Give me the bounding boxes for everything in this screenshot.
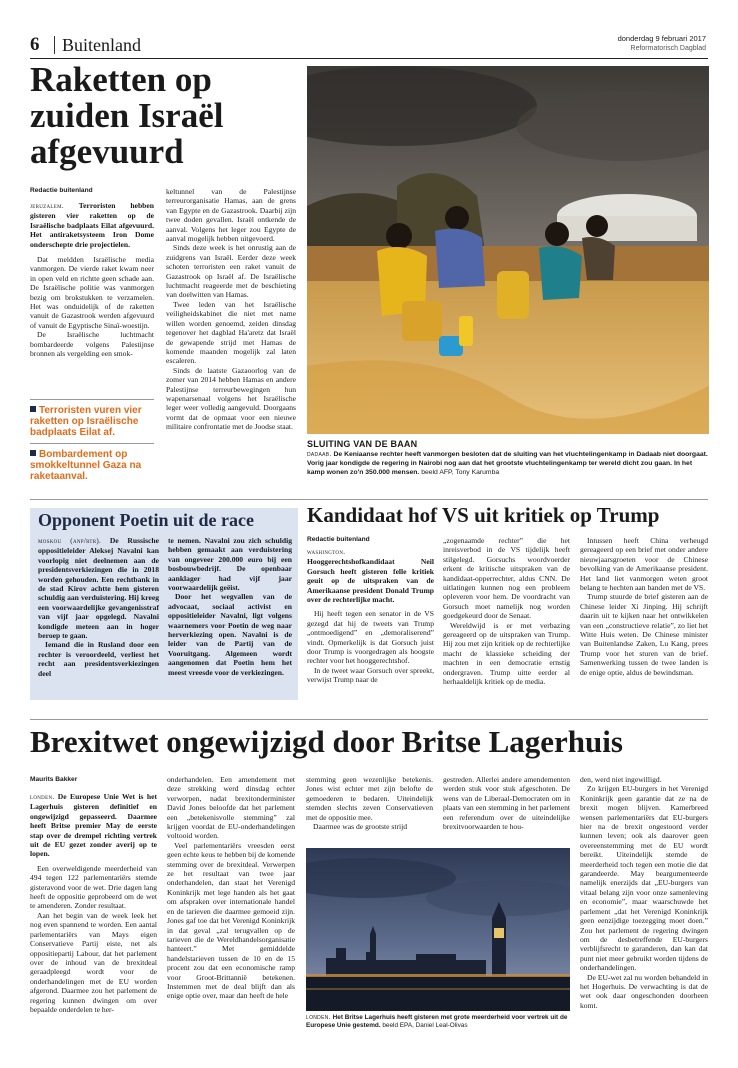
article3-col2 (443, 536, 570, 687)
paragraph: Een overweldigende meerderheid van 494 tegen 122 parlementariërs stemde gisteravond voor de wet. Drie dagen lang heeft de oppositie geprobeerd om de wet te amenderen. Zonder resultaat. (30, 863, 157, 911)
paragraph: Daarmee was de grootste strijd (313, 822, 408, 832)
square-bullet-icon (30, 450, 36, 456)
article1-col2 (166, 187, 296, 432)
london-photo (306, 848, 570, 1011)
article3-col3 (580, 536, 708, 677)
article1-headline (30, 62, 300, 170)
paragraph: Aan het begin van de week leek het nog even spannend te worden. Een aantal parlementariërs van Mays eigen Conservatieve Partij eiste, net als oppositiepartij Labour, dat het parlement over de inhoud van de brexitdeal geraadpleegd wordt voor de onderhandelingen met de EU worden afgerond. Daarmee zou het parlement de regering kunnen dwingen om over bepaalde onderdelen te her- (30, 910, 157, 1014)
photo-credit: beeld EPA, Daniel Leal-Olivas (382, 1022, 468, 1030)
pull-quote-rule (30, 443, 154, 444)
article3-byline: Redactie buitenland (307, 536, 370, 543)
header-rule (30, 58, 708, 59)
article1-lead: Terroristen hebben gisteren vier raketten op de Israëlische badplaats Eilat afgevuurd. Het antiraketsysteem Iron Dome onderschepte drie projectielen. (30, 201, 155, 249)
article4-col1 (30, 792, 157, 1014)
article2-col2 (168, 536, 292, 677)
paragraph: De Russische oppositieleider Aleksej Navalni kan voorlopig niet deelnemen aan de presidentsverkiezingen die in 2018 worden gehouden. Een rechtbank in de stad Kirov achtte hem gisteren schuldig aan verduistering. Hij kreeg een voorwaardelijke gevangenisstraf van vijf jaar opgelegd. Navalni kondigde meteen aan in hoger beroep te gaan. (38, 536, 160, 641)
paragraph: Twee leden van het Israëlische veiligheidskabinet die niet met name willen worden genoemd, zeiden dinsdag tegenover het dagblad Ha'aretz dat Israël de gewapende strijd met Hamas de komende maanden mogelijk zal laten escaleren. (166, 299, 296, 366)
dateline: washington. (307, 548, 346, 556)
headline-line: Raketten op (30, 60, 212, 99)
section-separator (30, 719, 708, 720)
paragraph: te nemen. Navalni zou zich schuldig hebben gemaakt aan verduistering van ongeveer 200.000 euro bij een bosbouwbedrijf. De openbaar aanklager had vijf jaar voorwaardelijk geëist. (168, 536, 292, 593)
article3-lead: Hooggerechtshofkandidaat Neil Gorsuch heeft gisteren felle kritiek geuit op de uitspraken van de Amerikaanse president Donald Trump over de rechterlijke macht. (307, 557, 434, 605)
dateline: londen. (30, 793, 55, 801)
paragraph: Sinds de laatste Gazaoorlog van de zomer van 2014 hebben Hamas en andere Palestijnse terreurbewegingen hun wapenarsenaal volgens het Israëlische leger weer volledig aangevuld. Doorgaans vormt dat de opmaat voor een nieuwe militaire confrontatie met de Joodse staat. (166, 365, 296, 432)
section-title: Buitenland (62, 35, 141, 55)
paragraph: De Israëlische luchtmacht bombardeerde volgens Palestijnse bronnen als vergelding een smok- (30, 330, 154, 359)
article3-col1 (307, 547, 434, 685)
paragraph: Wereldwijd is er met verbazing gereageerd op de uitspraken van Trump. Hij zou met zijn kritiek op de rechterlijke macht de klassieke scheiding der machten in een democratie ernstig ondergraven. Trump uitte eerder al herhaaldelijk kritiek op de media. (443, 620, 570, 687)
dadaab-photo (307, 66, 709, 434)
parliament-photo-illustration (306, 848, 570, 1011)
paragraph: De EU-wet zal nu worden behandeld in het Hogerhuis. De verwachting is dat de wet ook daar ongeschonden doorheen komt. (580, 972, 708, 1010)
dadaab-photo-illustration (307, 66, 709, 434)
paragraph: Zo krijgen EU-burgers in het Verenigd Koninkrijk geen garantie dat ze na de brexit mogen blijven. Kamerbreed wensen parlementariërs dat EU-burgers hier na de brexit ongestoord verder kunnen leven; ook als daarover geen overeenstemming met de EU wordt bereikt. Uiteindelijk stemde de meerderheid toch tegen een motie die dat garandeerde. May beargumenteerde namelijk enerzijds dat „EU-burgers van vitaal belang zijn voor onze samenleving en economie”, maar waarschuwde het parlement „dat het Verenigd Koninkrijk geen eenzijdige toezegging moet doen.” Zou het parlement de regering dwingen om de desbetreffende EU-burgers verblijfsrecht te garanderen, dan kan dat punt niet meer gebruikt worden tijdens de onderhandelingen. (580, 784, 708, 973)
article3-headline: Kandidaat hof VS uit kritiek op Trump (307, 503, 660, 527)
page-number: 6 (30, 34, 40, 55)
paragraph: Veel parlementariërs vreesden eerst geen echte keus te hebben bij de komende stemming over de brexitdeal. Verwerpen ze het resultaat van twee jaar onderhandelen, dan staat het Verenigd Koninkrijk met lege handen als het gaat om afspraken over internationale handel en de tarieven die daarmee gemoeid zijn. Jones gaf toe dat het Verenigd Koninkrijk in dat geval „zal terugvallen op de tarieven die de Wereldhandelsorganisatie hanteert.” Met gemiddelde handelstarieven tussen de 10 en de 15 procent zou dat een economische ramp voor Groot-Brittannië betekenen. Instemmen met de deal blijft dan als enige optie over, maar dan heeft de hele (167, 840, 295, 1001)
article2-col1 (38, 536, 159, 678)
section-separator (30, 499, 708, 500)
paragraph: In de tweet waar Gorsuch over spreekt, verwijst Trump naar de (307, 665, 434, 685)
caption-dateline: londen. (306, 1014, 331, 1021)
article2-headline: Opponent Poetin uit de race (38, 510, 254, 530)
article4-byline: Maurits Bakker (30, 776, 78, 783)
caption-text: Het Britse Lagerhuis heeft gisteren met grote meerderheid voor vertrek uit de Europese Unie gestemd. (306, 1014, 568, 1030)
paragraph: gestreden. Allerlei andere amendementen werden stuk voor stuk afgeschoten. De wens van de Liberaal-Democraten om in plaats van een stemming in het parlement een referendum over de uiteindelijke brexitvoorwaarden te hou- (443, 775, 570, 832)
square-bullet-icon (30, 406, 36, 412)
dateline: jeruzalem. (30, 202, 64, 210)
article4-lead: De Europese Unie Wet is het Lagerhuis gisteren definitief en ongewijzigd gepasseerd. Daarmee heeft Britse premier May de eerste stap over de drempel richting vertrek uit de EU gezet zonder averij op te lopen. (30, 792, 157, 859)
photo-credit: beeld AFP, Tony Karumba (421, 469, 500, 476)
paragraph: keltunnel van de Palestijnse terreurorganisatie Hamas, aan de grens van Egypte en de Gazastrook. Daarbij zijn twee doden gevallen. Israël ontkende de aanval. Volgens het leger zou Egypte de aanval mogelijk hebben uitgevoerd. (166, 187, 296, 244)
paragraph: Sinds deze week is het onrustig aan de zuidgrens van Israël. Eerder deze week schoten terroristen een raket vanuit de Gazastrook op Israël af. De Israëlische luchtmacht reageerde met de beschieting van doelwitten van Hamas. (166, 243, 296, 300)
paragraph: „zogenaamde rechter” die het inreisverbod in de VS tijdelijk heeft stilgelegd. Gorsuchs woordvoerder erkent de kritische uitspraken van de kandidaat-opperrechter, aldus CNN. De uitlatingen kunnen nog een probleem opleveren voor hem. De voordracht van Gorsuch moet namelijk nog worden goedgekeurd door de Senaat. (443, 536, 570, 621)
headline-line: zuiden Israël (30, 96, 224, 135)
pull-quote-2: Bombardement op smokkeltunnel Gaza na raketaanval. (30, 449, 142, 482)
caption-title: SLUITING VAN DE BAAN (307, 439, 418, 449)
pull-quote-rule (30, 399, 154, 400)
header-paper: Reformatorisch Dagblad (630, 45, 706, 52)
paragraph: Dat meldden Israëlische media vanmorgen. De vierde raket kwam neer in open veld en richtte geen schade aan. De Israëlische politie was vanmorgen bezig om brokstukken te verzamelen. Het was onduidelijk of de raketten vanuit de Gazastrook werden afgevuurd of vanuit de Egyptische Sinaï-woestijn. (30, 255, 154, 330)
paragraph: Trump stuurde de brief gisteren aan de Chinese leider Xi Jinping. Hij schrijft daarin uit te kijken naar het ontwikkelen van een „constructieve relatie”, zo liet het Witte Huis weten. De Chinese minister van Buitenlandse Zaken, Lu Kang, prees Trump voor het sturen van de brief. Samenwerking tussen de twee landen is de enige optie, aldus de bewindsman. (580, 592, 708, 677)
article4-col2 (167, 775, 295, 1001)
paragraph: stemming geen wezenlijke betekenis. Jones wist echter met zijn belofte de gemoederen te bedaren. Uiteindelijk stemden slechts zeven Conservatieven met de oppositie mee. (306, 775, 433, 822)
article1-byline: Redactie buitenland (30, 187, 93, 194)
header-date: donderdag 9 februari 2017 (617, 34, 706, 43)
paragraph: Hij heeft tegen een senator in de VS gezegd dat hij de tweets van Trump „ontmoedigend” en „demoraliserend” vindt. Opmerkelijk is dat Gorsuch juist door Trump is voorgedragen als hoogste rechter voor het hooggerechtshof. (307, 609, 434, 666)
article1-col1 (30, 201, 154, 359)
article4-col4 (443, 775, 570, 831)
paragraph: Door het wegvallen van de advocaat, sociaal activist en oppositieleider Navalni, ligt volgens waarnemers voor Poetin de weg naar herverkiezing open. Navalni is de leider van de Partij van de Vooruitgang. Algemeen wordt aangenomen dat Poetin hem het meest vreesde voor de verkiezingen. (168, 592, 292, 677)
dateline: moskou (anp/rtr). (38, 537, 102, 545)
paragraph: onderhandelen. Een amendement met deze strekking werd dinsdag echter verworpen, nadat brexitonderminister David Jones beloofde dat het parlement een „betekenisvolle stemming” zal krijgen voordat de EU-onderhandelingen voltooid worden. (167, 775, 295, 841)
caption-text: De Keniaanse rechter heeft vanmorgen besloten dat de sluiting van het vluchtelingenkamp in Dadaab niet doorgaat. Vorig jaar kondigde de regering in Nairobi nog aan dat het grootste vluchtelingenkamp ter wereld dicht zou gaan. In het kamp wonen zo'n 350.000 mensen. (307, 451, 708, 476)
dadaab-caption (307, 440, 709, 477)
header-divider (54, 36, 55, 54)
headline-line: afgevuurd (30, 132, 184, 171)
article4-headline: Brexitwet ongewijzigd door Britse Lagerhuis (30, 724, 623, 759)
article4-col3 (306, 775, 433, 831)
paragraph: Intussen heeft China verheugd gereageerd op een brief met onder andere nieuwjaarsgroeten voor de Chinese bevolking van de Amerikaanse president. Het land liet vanmorgen weten groot belang te hechten aan banden met de VS. (580, 536, 708, 593)
paragraph: Iemand die in Rusland door een rechter is veroordeeld, verliest het recht aan presidentsverkiezingen deel (38, 640, 159, 678)
london-caption (306, 1014, 572, 1031)
paragraph: den, werd niet ingewilligd. (580, 775, 662, 784)
pull-quote-1: Terroristen vuren vier raketten op Israëlische badplaats Eilat af. (30, 405, 142, 438)
caption-dateline: dadaab. (307, 451, 332, 458)
article4-col5 (580, 775, 708, 1010)
